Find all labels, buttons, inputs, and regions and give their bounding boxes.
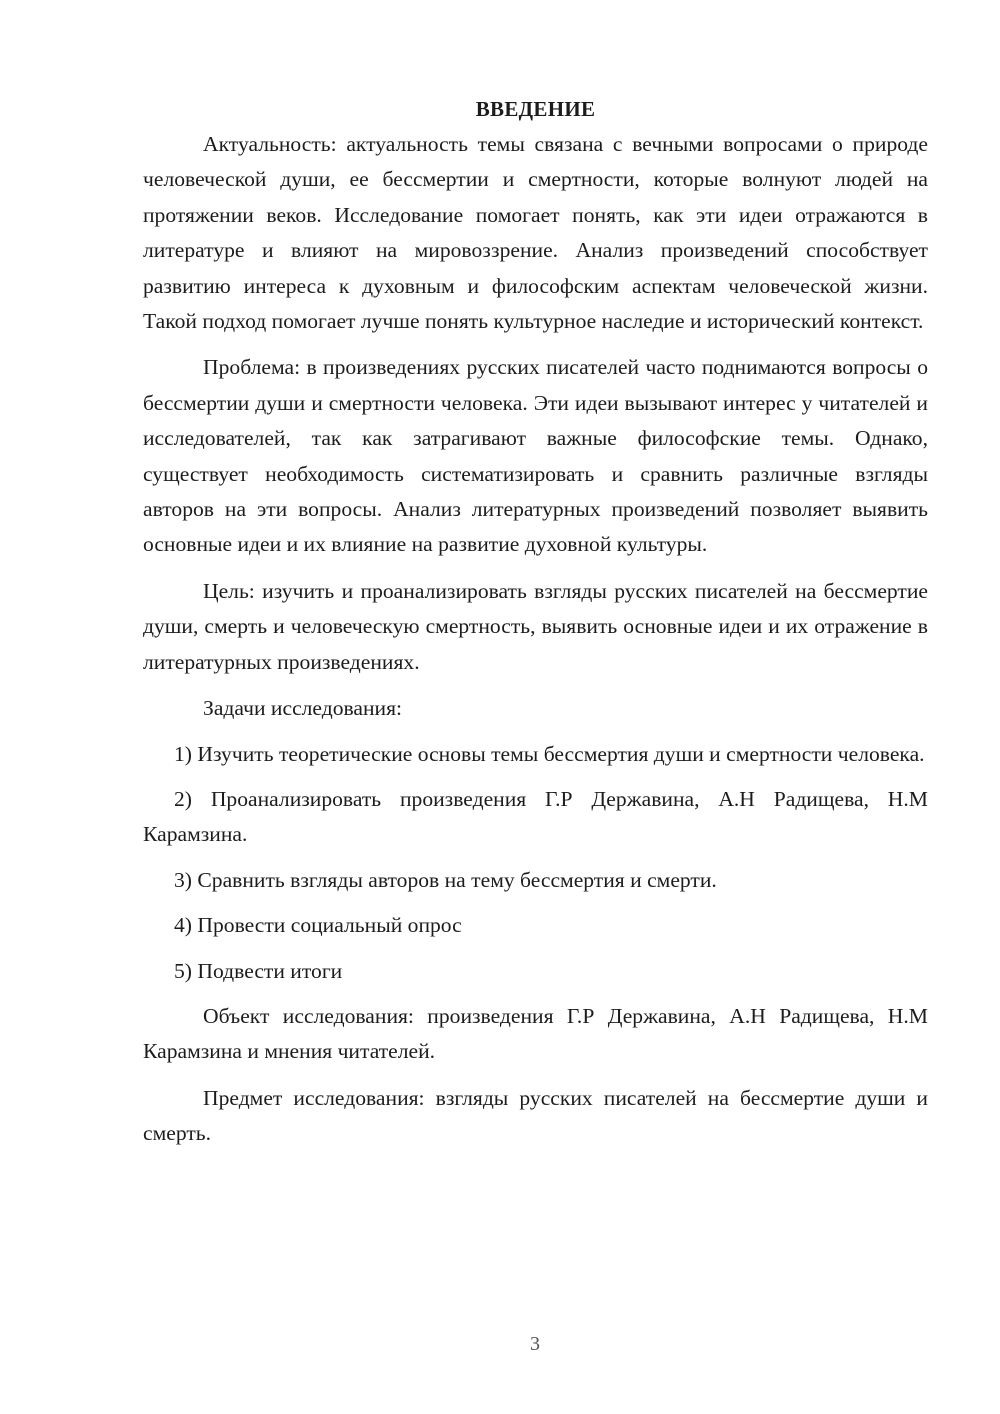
task-item-1: 1) Изучить теоретические основы темы бессмертия души и смертности человека. xyxy=(174,741,925,766)
task-item-2: 2) Проанализировать произведения Г.Р Державина, А.Н Радищева, Н.М Карамзина. xyxy=(143,786,928,847)
problem-paragraph: Проблема: в произведениях русских писателей часто поднимаются вопросы о бессмертии души и смертности человека. Эти идеи вызывают интерес у читателей и исследователей, так как затрагивают важные философские темы. Однако, существует необходимость систематизировать и сравнить различные взгляды авторов на эти вопросы. Анализ литературных произведений позволяет выявить основные идеи и их влияние на развитие духовной культуры. xyxy=(143,355,928,557)
page-number: 3 xyxy=(530,1333,540,1355)
subject-paragraph: Предмет исследования: взгляды русских писателей на бессмертие души и смерть. xyxy=(143,1085,928,1146)
relevance-paragraph: Актуальность: актуальность темы связана с вечными вопросами о природе человеческой души, ее бессмертии и смертности, которые волнуют людей на протяжении веков. Исследование помогает понять, как эти идеи отражаются в литературе и влияют на мировоззрение. Анализ произведений способствует развитию интереса к духовным и философским аспектам человеческой жизни. Такой подход помогает лучше понять культурное наследие и исторический контекст. xyxy=(143,132,928,334)
object-paragraph: Объект исследования: произведения Г.Р Державина, А.Н Радищева, Н.М Карамзина и мнения читателей. xyxy=(143,1003,928,1064)
document-page xyxy=(143,92,928,1163)
task-item-4: 4) Провести социальный опрос xyxy=(174,913,462,938)
page-title: ВВЕДЕНИЕ xyxy=(475,97,596,121)
task-item-3: 3) Сравнить взгляды авторов на тему бессмертия и смерти. xyxy=(174,867,717,892)
tasks-heading: Задачи исследования: xyxy=(203,696,403,721)
task-item-5: 5) Подвести итоги xyxy=(174,958,343,983)
goal-paragraph: Цель: изучить и проанализировать взгляды русских писателей на бессмертие души, смерть и человеческую смертность, выявить основные идеи и их отражение в литературных произведениях. xyxy=(143,578,928,674)
